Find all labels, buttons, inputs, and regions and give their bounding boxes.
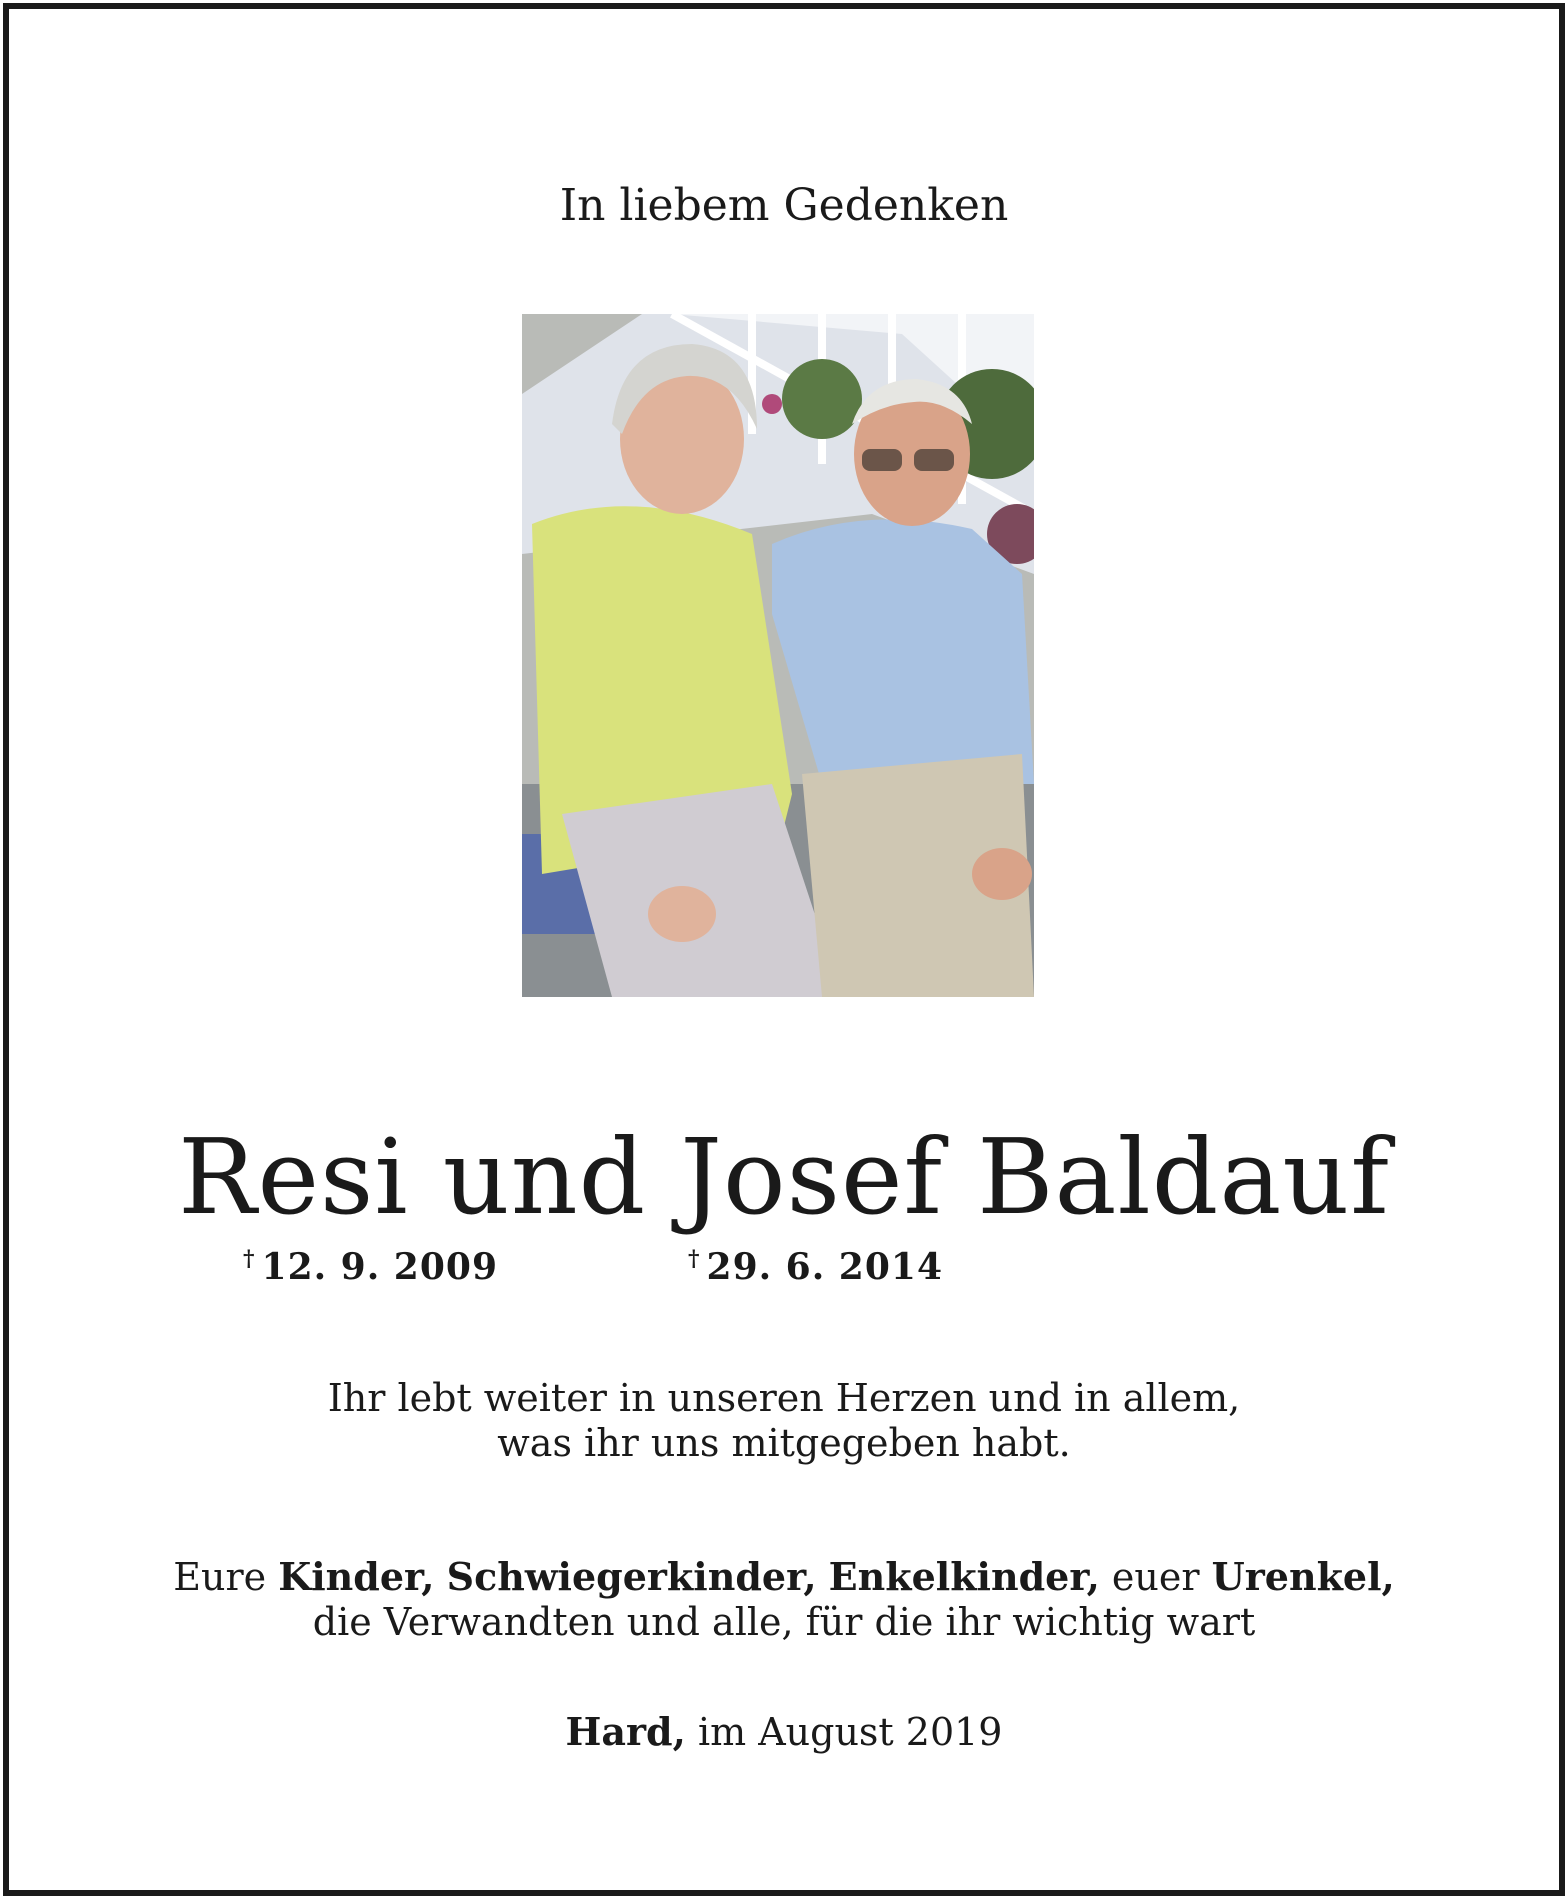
mourners-line: die Verwandten und alle, für die ihr wichtig wart	[312, 1599, 1256, 1644]
death-date-resi: † 12. 9. 2009	[243, 1246, 498, 1288]
couple-photo	[522, 314, 1034, 997]
death-cross-icon: †	[243, 1246, 256, 1272]
death-date-josef: † 29. 6. 2014	[688, 1246, 943, 1288]
place-date: Hard, im August 2019	[565, 1709, 1003, 1754]
verse-line: was ihr uns mitgegeben habt.	[497, 1420, 1071, 1465]
memorial-verse	[0, 1376, 1568, 1466]
verse-line: Ihr lebt weiter in unseren Herzen und in allem,	[327, 1376, 1241, 1420]
death-cross-icon: †	[688, 1246, 701, 1272]
intro-heading: In liebem Gedenken	[559, 180, 1009, 231]
mourners-block	[0, 1555, 1568, 1645]
deceased-names: Resi und Josef Baldauf	[178, 1116, 1390, 1238]
mourners-line: Eure Kinder, Schwiegerkinder, Enkelkinder, euer Urenkel,	[173, 1554, 1395, 1599]
